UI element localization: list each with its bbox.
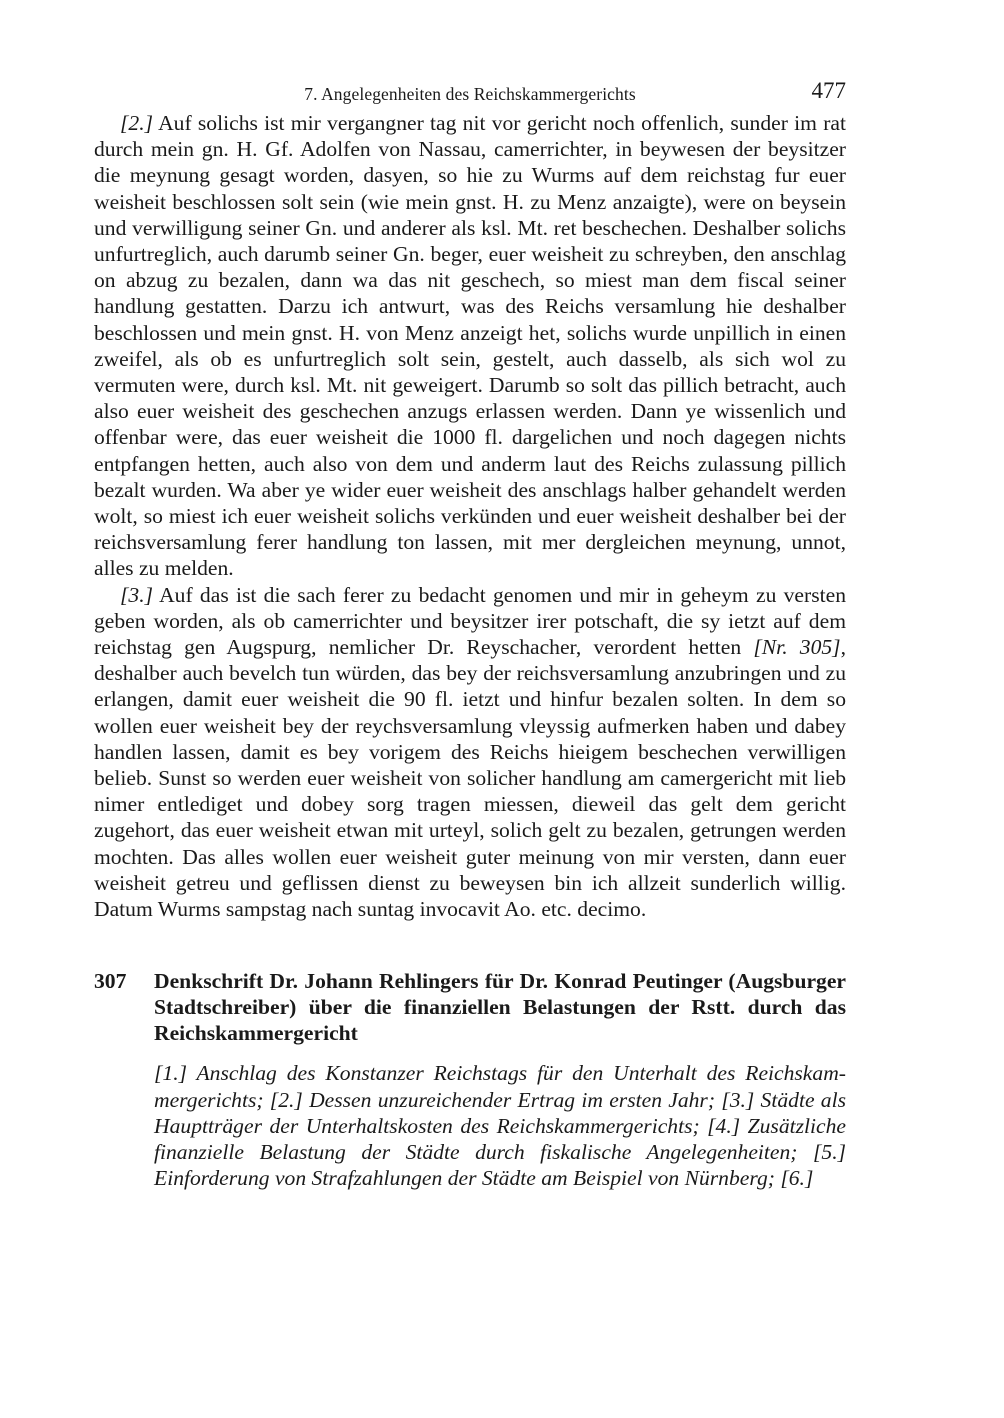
page bbox=[94, 78, 846, 1191]
cross-reference: [Nr. 305] bbox=[753, 635, 841, 660]
paragraph-text: Auf solichs ist mir vergangner tag nit vor gericht noch offenlich, sunder im rat durch mein gn. H. Gf. Adolfen von Nassau, camerrichter, in beywesen der beysitzer die meynung gesagt worden, dasyen, so hie zu Wurms auf dem reichstag fur euer weisheit beschlossen solt sein (wie mein gnst. H. zu Menz anzaigte), were on beysein und verwilligung seiner Gn. und anderer als ksl. Mt. ret beschechen. Deshalber solichs unfurtreglich, auch darumb seiner Gn. beger, euer weisheit zu schreyben, den anschlag on abzug zu bezalen, dann wa das nit geschech, so miest man dem fiscal seiner handlung gestatten. Darzu ich antwurt, was des Reichs versamlung hie deshalber beschlossen und mein gnst. H. von Menz anzeigt het, solichs wurde unpillich in einen zweifel, als ob es unfurtreglich solt sein, gestelt, auch dasselb, als sich wol zu vermuten were, durch ksl. Mt. nit geweigert. Darumb so solt das pillich betracht, auch also euer weisheit des geschechen anzugs erlassen werden. Dann ye wissenlich und offenbar were, das euer weisheit die 1000 fl. dargelichen und noch dagegen nichts entpfangen hetten, auch also von dem und anderm laut des Reichs zulassung pillich bezalt wurden. Wa aber ye wider euer weisheit des anschlags halber gehandelt werden wolt, so miest ich euer weisheit solichs verkünden und euer weisheit deshalber bei der reichsversamlung ferer handlung ton lassen, mit mer dergleichen meynung, unnot, alles zu melden. bbox=[94, 111, 846, 581]
paragraph-text: , deshalber auch bevelch tun würden, das bey der reichsversamlung anzubringen und zu erlangen, damit euer weisheit die 90 fl. ietzt und hinfur bezalen solten. In dem so wollen euer weisheit bey der reychsversamlung vleyssig aufmerken haben und dabey handlen lassen, damit es bey vorigem des Reichs hieigem beschechen verwilligen belieb. Sunst so werden euer weisheit von solicher handlung am camergericht mit lieb nimer entlediget und dobey sorg tragen miessen, dieweil das gelt dem gericht zugehort, das euer weisheit etwan mit urteyl, solich gelt zu bezalen, getrungen werden mochten. Das alles wollen euer weisheit guter meinung von mir versten, dann euer weisheit getreu und geflissen dienst zu beweysen bin ich allzeit sunderlich willig. Datum Wurms sampstag nach suntag invocavit Ao. etc. decimo. bbox=[94, 635, 846, 922]
document-summary: [1.] Anschlag des Konstanzer Reichstags für den Unterhalt des Reichskammergerichts; [2.] Dessen unzureichender Ertrag im ersten Jahr; [3.] Städte als Hauptträger der Unterhaltskosten des Reichskammergerichts; [4.] Zusätzliche finanzielle Belastung der Städte durch fiskalische Angelegenheiten; [5.] Einforderung von Strafzahlungen der Städte am Beispiel von Nürnberg; [6.] bbox=[154, 1061, 846, 1191]
letter-body bbox=[94, 110, 846, 922]
page-number: 477 bbox=[811, 78, 846, 103]
running-title: 7. Angelegenheiten des Reichskammergerichts bbox=[304, 84, 636, 104]
running-header bbox=[94, 78, 846, 110]
document-heading bbox=[94, 968, 846, 1046]
document-title: Denkschrift Dr. Johann Rehlingers für Dr. Konrad Peutinger (Augsburger Stadtschreiber) über die finanziellen Belastungen der Rstt. durch das Reichskammergericht bbox=[154, 969, 846, 1046]
paragraph-number: [2.] bbox=[120, 111, 154, 135]
paragraph-3 bbox=[94, 582, 846, 923]
document-number: 307 bbox=[94, 969, 127, 994]
paragraph-text: Auf das ist die sach ferer zu bedacht genomen und mir in geheym zu versten geben worden, als ob camerrichter und beysitzer irer potschaft, die sy ietzt auf dem reichstag gen Augspurg, nemlicher Dr. Reyschacher, verordent hetten bbox=[94, 582, 846, 660]
paragraph-2 bbox=[94, 110, 846, 582]
paragraph-number: [3.] bbox=[120, 582, 154, 607]
